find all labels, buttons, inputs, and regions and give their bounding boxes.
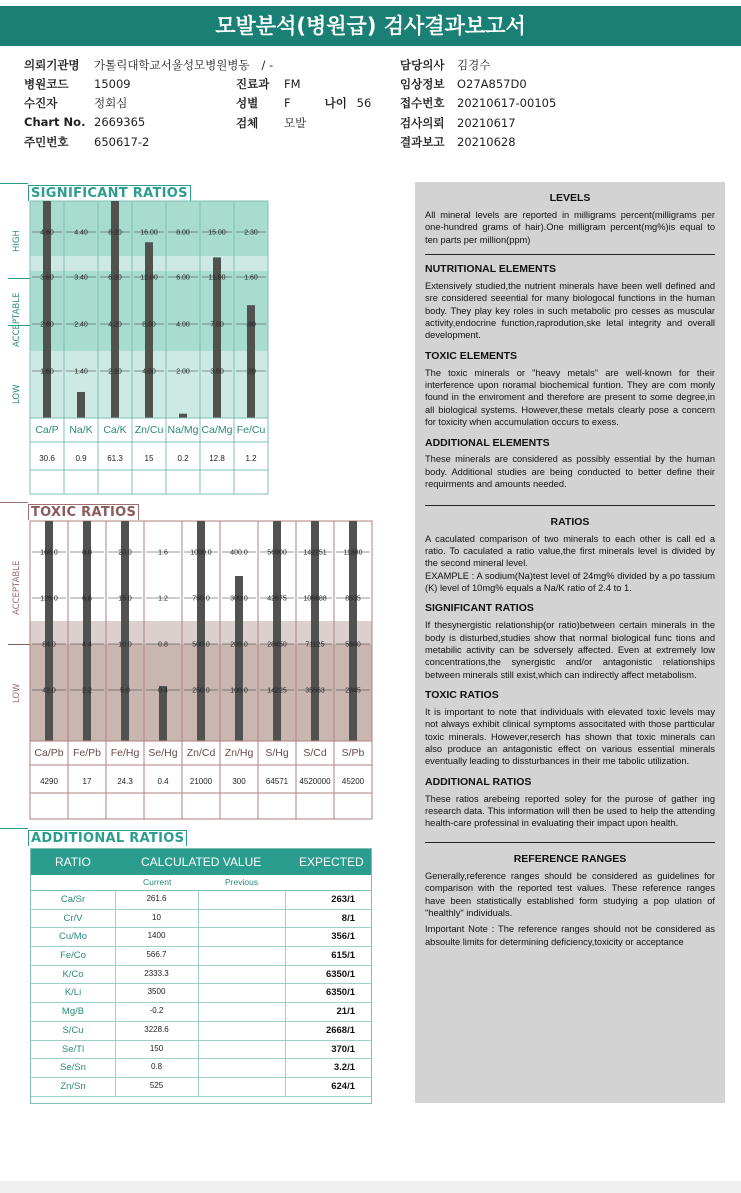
tick-label: 84.0	[42, 641, 56, 649]
cell-current: 10	[152, 912, 161, 922]
tick-label: .90	[246, 321, 256, 329]
tick-label: 35563	[305, 687, 325, 695]
cell-ratio: S/Cu	[62, 1024, 84, 1036]
cell-divider	[198, 1003, 199, 1022]
info-key: 의뢰기관명	[24, 58, 80, 72]
cell-divider	[285, 984, 286, 1003]
info-key: 성별	[236, 96, 259, 110]
tick-label: 8535	[345, 595, 361, 603]
info-extra: / -	[261, 58, 274, 72]
ratio-label: S/Hg	[265, 747, 289, 759]
bar-na-mg	[179, 414, 187, 418]
tick-label: 500.0	[192, 641, 210, 649]
ratio-value: 21000	[189, 777, 213, 786]
tick-label: 1.40	[74, 368, 88, 376]
additional-ratios-header: ADDITIONAL RATIOS	[28, 830, 187, 846]
zone-label: ACCEPTABLE	[12, 560, 22, 615]
cell-divider	[285, 1059, 286, 1078]
tick-label: 10.0	[118, 641, 132, 649]
tick-label: .20	[246, 368, 256, 376]
cell-current: 3500	[147, 987, 166, 997]
additional-elements-heading: ADDITIONAL ELEMENTS	[425, 436, 550, 449]
tick-label: 126.0	[40, 595, 58, 603]
cell-current: 1400	[147, 931, 166, 941]
tick-label: 1.60	[244, 274, 258, 282]
cell-current: 3228.6	[144, 1024, 169, 1034]
zone-marker	[8, 644, 30, 645]
info-key: 접수번호	[400, 96, 445, 110]
cell-divider	[115, 984, 116, 1003]
reference-ranges-text: Generally,reference ranges should be considered as guidelines for comparison with the reported test values. These reference ranges have been statistically established form studying a pop ulation of "healthly" individuals.	[425, 870, 715, 918]
cell-expected: 370/1	[331, 1043, 355, 1055]
tick-label: 11380	[343, 549, 363, 557]
info-value: 정회심	[94, 96, 128, 110]
cell-ratio: Fe/Co	[60, 950, 86, 962]
table-row	[31, 947, 371, 966]
cell-current: 261.6	[146, 894, 167, 903]
ratio-value: 61.3	[107, 454, 123, 463]
tick-label: 2.60	[40, 321, 54, 329]
tick-label: 6.20	[108, 274, 122, 282]
cell-divider	[198, 1041, 199, 1060]
info-value: 56	[356, 96, 372, 110]
tick-label: 1.2	[158, 595, 168, 603]
levels-heading: LEVELS	[549, 192, 591, 204]
cell-divider	[285, 910, 286, 929]
info-key: 검체	[236, 116, 259, 130]
table-row	[31, 1022, 371, 1041]
table-row	[31, 1078, 371, 1097]
info-value: 2669365	[94, 115, 146, 129]
zone-marker	[8, 325, 30, 326]
col-current-label: Current	[143, 877, 172, 887]
ratio-label: Se/Hg	[148, 747, 178, 759]
tick-label: 2.20	[108, 368, 122, 376]
info-key: 검사의뢰	[400, 116, 445, 130]
divider	[425, 254, 715, 255]
cell-divider	[285, 1078, 286, 1097]
ratio-value: 300	[232, 777, 246, 786]
toxic-elements-text: The toxic minerals or "heavy metals" are well-known for their interference upon noramal biochemical funtion. They are com monly found in the enviroment and therefore are present to some degree,in all biological systems. However,these metals clearly pose a concern for toxicity when accumulation occurs to exess.	[425, 367, 715, 428]
cell-divider	[198, 1059, 199, 1078]
tick-label: 3.00	[210, 368, 224, 376]
ratio-label: S/Pb	[341, 747, 365, 759]
info-row	[24, 95, 127, 111]
tick-label: 4.00	[142, 368, 156, 376]
table-row	[31, 1059, 371, 1078]
tick-label: 12.00	[140, 274, 158, 282]
report-title: 모발분석(병원급) 검사결과보고서	[0, 6, 741, 46]
tick-label: 750.0	[192, 595, 210, 603]
cell-ratio: K/Li	[64, 987, 82, 999]
cell-divider	[285, 928, 286, 947]
ratio-value: 15	[144, 454, 154, 463]
tick-label: 2.30	[244, 229, 258, 237]
info-value: 김경수	[457, 58, 491, 72]
cell-divider	[198, 966, 199, 985]
cell-divider	[115, 910, 116, 929]
cell-expected: 356/1	[331, 931, 355, 943]
info-row	[400, 76, 527, 92]
additional-ratios-table	[30, 848, 372, 1104]
info-value: 가톨릭대학교서울성모병원병동	[94, 58, 250, 72]
bar-zn-cu	[145, 242, 153, 418]
cell-expected: 615/1	[331, 950, 355, 962]
cell-expected: 3.2/1	[333, 1062, 355, 1074]
info-value: 650617-2	[94, 135, 150, 149]
tick-label: 106688	[303, 595, 327, 603]
ratio-label: S/Cd	[303, 747, 327, 759]
tick-label: 11.00	[208, 274, 226, 282]
cell-divider	[115, 928, 116, 947]
info-key: 주민번호	[24, 135, 69, 149]
col-previous-label: Previous	[225, 877, 259, 887]
tick-label: 3.60	[40, 274, 54, 282]
info-row	[24, 57, 273, 73]
significant-ratios-chart	[0, 200, 280, 500]
cell-expected: 6350/1	[325, 968, 355, 980]
info-value: F	[284, 96, 291, 110]
tick-label: 42.0	[42, 687, 56, 695]
info-row	[24, 76, 131, 92]
cell-current: 0.8	[150, 1062, 163, 1072]
ratio-value: 4290	[40, 777, 58, 786]
ratio-label: Fe/Cu	[236, 424, 266, 436]
levels-text: All mineral levels are reported in milligrams percent(milligrams per one-hundred grams of hair).One milligram percent(mg%)is equal to ten parts per million(ppm)	[425, 209, 715, 245]
tick-label: 1.60	[40, 368, 54, 376]
info-row	[400, 115, 516, 131]
significant-ratios-text: If thesynergistic relationship(or ratio)between certain minerals in the body is disturbed,studies show that normal biological func tions and metabilic activity can be sdversely affected. Even at extremely low concentrations,the synergistic and/or antagonistic relationships between minerals still exist,which can indirectly affect metabolism.	[425, 620, 715, 680]
tick-label: 20.0	[118, 549, 132, 557]
tick-label: 0.8	[158, 641, 168, 649]
table-row	[31, 1041, 371, 1060]
toxic-left-rule	[0, 502, 28, 503]
additional-table-body	[31, 891, 371, 1097]
ratio-label: Ca/P	[35, 424, 59, 436]
toxic-ratios-heading: TOXIC RATIOS	[425, 689, 499, 702]
info-row	[236, 76, 301, 92]
info-value: FM	[284, 77, 301, 91]
info-key: 수진자	[24, 96, 58, 110]
col-expected-label: EXPECTED	[299, 855, 364, 869]
info-key: Chart No.	[24, 115, 86, 129]
cell-divider	[115, 891, 116, 910]
cell-expected: 21/1	[336, 1006, 355, 1018]
info-value: 20210617	[457, 116, 516, 130]
reference-ranges-heading: REFERENCE RANGES	[513, 852, 627, 865]
zone-label: ACCEPTABLE	[12, 292, 22, 347]
cell-ratio: Ca/Sr	[60, 894, 86, 905]
tick-label: 4.60	[40, 229, 54, 237]
cell-divider	[285, 947, 286, 966]
tick-label: 16.00	[140, 229, 158, 237]
cell-divider	[285, 966, 286, 985]
cell-divider	[198, 1022, 199, 1041]
cell-divider	[198, 1078, 199, 1097]
ratio-value: 30.6	[39, 454, 55, 463]
toxic-elements-heading: TOXIC ELEMENTS	[425, 349, 517, 362]
tick-label: 200.0	[230, 641, 248, 649]
tick-label: 400.0	[230, 549, 248, 557]
cell-ratio: Mg/B	[61, 1006, 85, 1018]
info-key: 임상정보	[400, 77, 445, 91]
cell-expected: 263/1	[331, 894, 355, 905]
tick-label: 142251	[303, 549, 327, 557]
info-row	[24, 115, 145, 129]
ratio-label: Na/K	[69, 424, 93, 436]
tick-label: 15.00	[208, 229, 226, 237]
cell-expected: 8/1	[341, 912, 355, 924]
tick-label: 15.0	[118, 595, 132, 603]
toxic-ratios-text: It is important to note that individuals with elevated toxic levels may not always exhibit clinical symptoms associtated with those partticular toxic minerals. However,reserch has shown that toxic minerals can also produce an antagonistic effect on various essential minerals eventually leading to dissturbances in their me tabolic utilization.	[425, 707, 715, 767]
ratio-value: 24.3	[117, 777, 133, 786]
cell-divider	[285, 1041, 286, 1060]
cell-divider	[198, 928, 199, 947]
significant-left-rule	[0, 183, 28, 184]
table-row	[31, 891, 371, 910]
cell-current: 2333.3	[144, 968, 169, 978]
ratios-text: A caculated comparison of two minerals to each other is call ed a ratio. To caculated a ratio value,the first minerals level is divided by the second mineral level.	[425, 533, 715, 569]
additional-ratios-heading: ADDITIONAL RATIOS	[425, 775, 532, 788]
ratio-label: Zn/Cd	[186, 747, 216, 759]
cell-divider	[115, 1003, 116, 1022]
cell-divider	[285, 1003, 286, 1022]
cell-expected: 6350/1	[325, 987, 355, 999]
info-row	[24, 134, 149, 150]
tick-label: 1000.0	[190, 549, 212, 557]
cell-divider	[198, 947, 199, 966]
ratio-label: Fe/Pb	[72, 747, 102, 759]
tick-label: 7.00	[210, 321, 224, 329]
ratio-label: Na/Mg	[167, 424, 199, 436]
bar-ca-mg	[213, 257, 221, 418]
info-row	[400, 57, 490, 73]
info-value: 20210628	[457, 135, 516, 149]
cell-divider	[115, 1078, 116, 1097]
table-row	[31, 966, 371, 985]
info-row	[236, 95, 371, 111]
ratio-value: 45200	[341, 777, 365, 786]
cell-divider	[115, 1022, 116, 1041]
tick-label: 1.6	[158, 549, 168, 557]
tick-label: 28450	[267, 641, 287, 649]
ratio-label: Ca/K	[103, 424, 127, 436]
tick-label: 8.20	[108, 229, 122, 237]
cell-divider	[115, 966, 116, 985]
info-value: 15009	[94, 77, 131, 91]
ratio-label: Zn/Hg	[224, 747, 254, 759]
tick-label: 2.40	[74, 321, 88, 329]
info-key: 진료과	[236, 77, 270, 91]
cell-current: 566.7	[146, 950, 167, 960]
additional-left-rule	[0, 828, 28, 829]
tick-label: 71125	[305, 641, 325, 649]
col-ratio-label: RATIO	[55, 855, 91, 869]
tick-label: 8.00	[176, 229, 190, 237]
footer-band	[0, 1181, 741, 1193]
tick-label: 2845	[345, 687, 361, 695]
tick-label: 4.20	[108, 321, 122, 329]
ratio-value: 1.2	[245, 454, 257, 463]
tick-label: 42675	[267, 595, 287, 603]
cell-divider	[285, 1022, 286, 1041]
tick-label: 14225	[267, 687, 287, 695]
info-value: O27A857D0	[457, 77, 527, 91]
info-value: 20210617-00105	[457, 96, 557, 110]
cell-current: 525	[149, 1080, 164, 1090]
info-key: 병원코드	[24, 77, 69, 91]
additional-table-head	[31, 849, 371, 875]
cell-ratio: K/Co	[62, 968, 84, 980]
ratio-value: 12.8	[209, 454, 225, 463]
table-row	[31, 928, 371, 947]
nutritional-text: Extensively studied,the nutrient minerals have been well defined and sre considered seeential for many biologocal functions in the human body. They play key roles in such metabolic pro cesses as muscular activity,endocrine function,raprodution,ske letal integrity and overall development.	[425, 280, 715, 341]
cell-current: -0.2	[149, 1006, 164, 1016]
tick-label: 2.00	[176, 368, 190, 376]
significant-ratios-header: SIGNIFICANT RATIOS	[28, 185, 191, 201]
tick-label: 4.4	[82, 641, 92, 649]
ratios-heading: RATIOS	[550, 515, 590, 528]
cell-expected: 2668/1	[325, 1024, 355, 1036]
ratio-value: 0.4	[157, 777, 169, 786]
cell-expected: 624/1	[331, 1080, 355, 1092]
info-key: 결과보고	[400, 135, 445, 149]
table-row	[31, 984, 371, 1003]
tick-label: 8.00	[142, 321, 156, 329]
cell-divider	[115, 947, 116, 966]
explanation-panel	[415, 182, 725, 1103]
ratio-label: Fe/Hg	[110, 747, 140, 759]
table-row	[31, 910, 371, 929]
cell-divider	[285, 891, 286, 910]
tick-label: 8.8	[82, 549, 92, 557]
tick-label: 100.0	[230, 687, 248, 695]
cell-ratio: Cu/Mo	[59, 931, 87, 943]
tick-label: 4.00	[176, 321, 190, 329]
bar-na-k	[77, 392, 85, 418]
toxic-ratios-chart	[0, 520, 380, 820]
ratio-label: Zn/Cu	[134, 424, 164, 436]
cell-ratio: Cr/V	[63, 912, 83, 924]
tick-label: 5.0	[120, 687, 130, 695]
info-row	[400, 134, 516, 150]
cell-ratio: Zn/Sn	[60, 1080, 86, 1092]
ratio-label: Ca/Pb	[34, 747, 64, 759]
cell-ratio: Se/Tl	[61, 1043, 85, 1055]
ratio-value: 0.9	[75, 454, 87, 463]
zone-label: HIGH	[12, 230, 22, 252]
divider	[425, 842, 715, 843]
significant-ratios-heading: SIGNIFICANT RATIOS	[425, 602, 534, 615]
zone-marker	[8, 278, 30, 279]
divider	[425, 505, 715, 506]
ratio-value: 64571	[265, 777, 289, 786]
cell-divider	[115, 1059, 116, 1078]
toxic-ratios-header: TOXIC RATIOS	[28, 504, 139, 520]
tick-label: 4.40	[74, 229, 88, 237]
tick-label: 250.0	[192, 687, 210, 695]
tick-label: 6.6	[82, 595, 92, 603]
info-value: 모발	[284, 116, 307, 130]
info-row	[400, 95, 556, 111]
ratio-value: 4520000	[299, 777, 331, 786]
col-calc-label: CALCULATED VALUE	[141, 855, 262, 869]
info-key: 담당의사	[400, 58, 445, 72]
tick-label: 6.00	[176, 274, 190, 282]
tick-label: 300.0	[230, 595, 248, 603]
additional-table-subhead	[31, 875, 371, 891]
tick-label: 3.40	[74, 274, 88, 282]
tick-label: 168.0	[40, 549, 58, 557]
nutritional-heading: NUTRITIONAL ELEMENTS	[425, 263, 557, 276]
info-key: 나이	[324, 96, 347, 110]
cell-divider	[198, 891, 199, 910]
tick-label: 2.2	[82, 687, 92, 695]
zone-label: LOW	[12, 384, 22, 404]
ratio-label: Ca/Mg	[201, 424, 233, 436]
additional-ratios-text: These ratios arebeing reported soley for the purose of gather ing research data. This information will then be used to help the attending health-care professinal in evaluating their impact upon health.	[425, 793, 715, 829]
additional-elements-text: These minerals are considered as possibly essential by the human body. Additional studies are being conducted to better define their requirments and amounts needed.	[425, 454, 715, 490]
zone-label: LOW	[12, 683, 22, 703]
tick-label: 56900	[267, 549, 287, 557]
cell-current: 150	[149, 1043, 164, 1053]
cell-divider	[198, 910, 199, 929]
info-row	[236, 115, 306, 131]
tick-label: 5690	[345, 641, 361, 649]
ratio-value: 17	[82, 777, 92, 786]
cell-ratio: Se/Sn	[60, 1062, 86, 1074]
cell-divider	[115, 1041, 116, 1060]
ratio-value: 0.2	[177, 454, 189, 463]
tick-label: 0.4	[158, 687, 168, 695]
cell-divider	[198, 984, 199, 1003]
ratios-example: EXAMPLE : A sodium(Na)test level of 24mg% divided by a po tassium (K) level of 10mg% equals a Na/K ratio of 2.4 to 1.	[425, 570, 715, 593]
table-row	[31, 1003, 371, 1022]
reference-ranges-note: Important Note : The reference ranges should not be considered as absoulte limits for determining deficiency,toxicity or acceptance	[425, 924, 715, 947]
